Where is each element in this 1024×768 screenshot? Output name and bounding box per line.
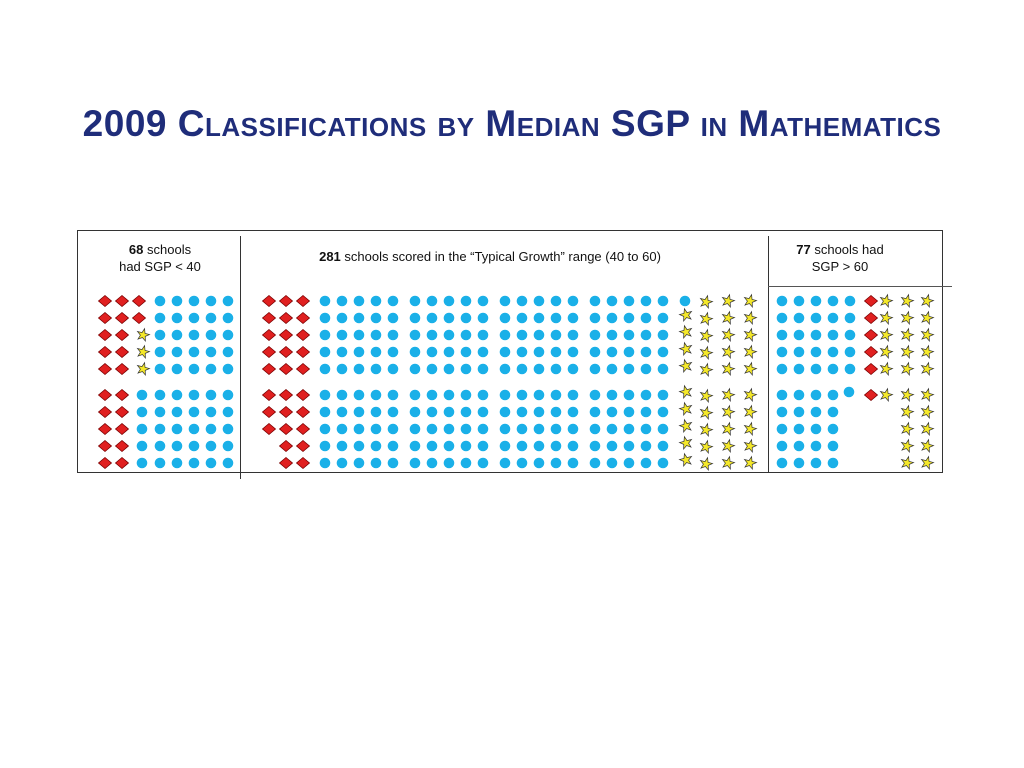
low-group-caption: [95, 241, 225, 275]
high-group-count: 77: [796, 242, 811, 257]
page-title: 2009 Classifications by Median SGP in Mathematics: [82, 103, 942, 144]
low-group-line1: schools: [147, 242, 192, 257]
typical-group-caption: [250, 248, 730, 265]
divider-low-typical: [240, 236, 241, 479]
header-rule: [768, 286, 952, 287]
divider-typical-high: [768, 236, 769, 473]
high-group-caption: [775, 241, 905, 275]
low-group-line2: had SGP < 40: [119, 259, 201, 274]
typical-group-count: 281: [319, 249, 341, 264]
low-group-count: 68: [128, 242, 144, 257]
high-group-line2: SGP > 60: [811, 259, 869, 274]
typical-group-text: schools scored in the “Typical Growth” range (40 to 60): [344, 249, 661, 264]
high-group-line1: schools had: [814, 242, 884, 257]
